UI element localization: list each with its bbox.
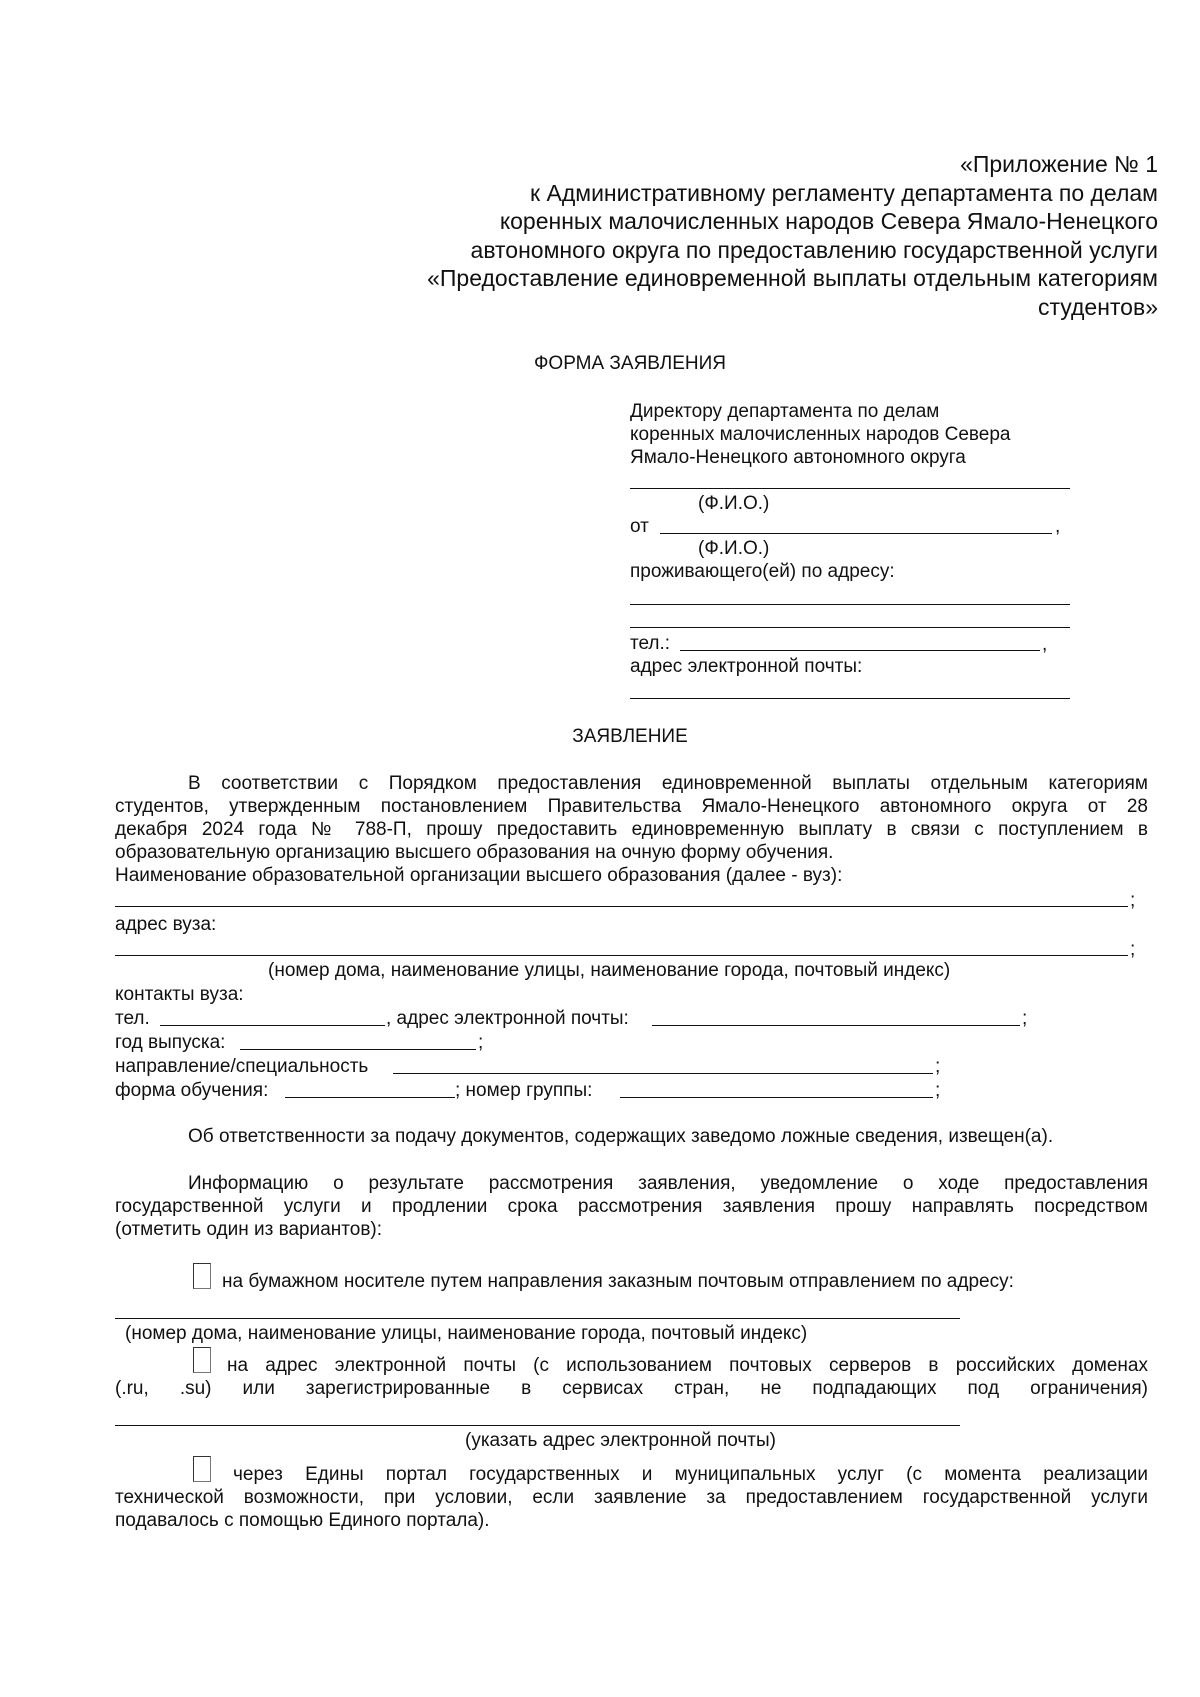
- addressee-line: Ямало-Ненецкого автономного округа: [630, 447, 966, 468]
- option-email-address-field[interactable]: [115, 1425, 960, 1426]
- residing-label: проживающего(ей) по адресу:: [630, 561, 895, 582]
- semicolon: ;: [1130, 890, 1136, 911]
- addressee-line: Директору департамента по делам: [630, 401, 940, 422]
- comma: ,: [1055, 516, 1061, 537]
- fio-hint: (Ф.И.О.): [698, 538, 770, 559]
- university-email-label: , адрес электронной почты:: [386, 1008, 629, 1029]
- paragraph-line: через Едины портал государственных и муниципальных услуг (с момента реализации: [233, 1464, 1148, 1485]
- paragraph-line: (отметить один из вариантов):: [115, 1219, 383, 1240]
- specialty-field[interactable]: [393, 1073, 933, 1074]
- paragraph-line: декабря 2024 года № 788-П, прошу предоставить единовременную выплату в связи с поступлением в: [115, 819, 1148, 840]
- group-label: ; номер группы:: [455, 1080, 593, 1101]
- paragraph-line: образовательную организацию высшего образования на очную форму обучения.: [115, 842, 834, 863]
- paragraph-line: подавалось с помощью Единого портала).: [115, 1510, 490, 1531]
- responsibility-note: Об ответственности за подачу документов, содержащих заведомо ложные сведения, извещен(а).: [188, 1126, 1054, 1147]
- notification-paragraph: [115, 1172, 1148, 1241]
- option-paper-label: на бумажном носителе путем направления заказным почтовым отправлением по адресу:: [222, 1271, 1014, 1292]
- phone-label: тел.:: [630, 633, 671, 654]
- semicolon: ;: [935, 1056, 941, 1077]
- director-fio-field[interactable]: [630, 488, 1070, 489]
- statement-title: ЗАЯВЛЕНИЕ: [572, 726, 688, 747]
- applicant-phone-field[interactable]: [680, 650, 1040, 651]
- appendix-header: [330, 150, 1158, 321]
- appendix-header-line: «Предоставление единовременной выплаты отдельным категориям: [427, 265, 1158, 291]
- appendix-header-line: «Приложение № 1: [960, 151, 1158, 177]
- university-address-label: адрес вуза:: [115, 914, 217, 935]
- option-paper-checkbox[interactable]: [193, 1263, 211, 1289]
- paragraph-line: (.ru, .su) или зарегистрированные в сервисах стран, не подпадающих под ограничения): [115, 1378, 1148, 1399]
- paragraph-line: Информацию о результате рассмотрения заявления, уведомление о ходе предоставления: [188, 1173, 1148, 1194]
- semicolon: ;: [1130, 939, 1136, 960]
- contacts-label: контакты вуза:: [115, 984, 244, 1005]
- form-title: ФОРМА ЗАЯВЛЕНИЯ: [533, 353, 727, 374]
- university-address-field[interactable]: [115, 955, 1128, 956]
- specialty-label: направление/специальность: [115, 1056, 369, 1077]
- university-email-field[interactable]: [652, 1025, 1020, 1026]
- semicolon: ;: [1022, 1008, 1028, 1029]
- semicolon: ;: [935, 1080, 941, 1101]
- applicant-email-field[interactable]: [630, 698, 1070, 699]
- study-form-field[interactable]: [285, 1097, 455, 1098]
- applicant-address-field-1[interactable]: [630, 604, 1070, 605]
- paragraph-line: государственной услуги и продлении срока рассмотрения заявления прошу направлять посредством: [115, 1196, 1148, 1217]
- grad-year-field[interactable]: [240, 1049, 476, 1050]
- appendix-header-line: студентов»: [1037, 293, 1158, 320]
- paragraph-line: В соответствии с Порядком предоставления единовременной выплаты отдельным категориям: [188, 773, 1148, 794]
- appendix-header-line: автономного округа по предоставлению государственной услуги: [470, 236, 1158, 263]
- option-email-label: [115, 1354, 1148, 1400]
- request-paragraph: [115, 772, 1148, 887]
- appendix-header-line: к Административному регламенту департамента по делам: [530, 179, 1158, 206]
- university-name-label: Наименование образовательной организации высшего образования (далее - вуз):: [115, 865, 843, 886]
- address-hint: (номер дома, наименование улицы, наименование города, почтовый индекс): [125, 1323, 808, 1344]
- applicant-address-field-2[interactable]: [630, 627, 1070, 628]
- fio-hint: (Ф.И.О.): [698, 493, 770, 514]
- paragraph-line: технической возможности, при условии, если заявление за предоставлением государственной услуги: [115, 1487, 1148, 1508]
- tel-label: тел.: [115, 1008, 150, 1029]
- appendix-header-line: коренных малочисленных народов Севера Ямало-Ненецкого: [499, 208, 1158, 234]
- semicolon: ;: [478, 1032, 484, 1053]
- comma: ,: [1042, 634, 1048, 655]
- group-number-field[interactable]: [620, 1097, 933, 1098]
- from-label: от: [630, 516, 649, 537]
- address-hint: (номер дома, наименование улицы, наименование города, почтовый индекс): [268, 960, 951, 981]
- applicant-fio-field[interactable]: [660, 533, 1052, 534]
- paragraph-line: студентов, утвержденным постановлением Правительства Ямало-Ненецкого автономного округа от 28: [115, 796, 1148, 817]
- university-name-field[interactable]: [115, 906, 1128, 907]
- email-hint: (указать адрес электронной почты): [465, 1430, 776, 1451]
- study-form-label: форма обучения:: [115, 1080, 269, 1101]
- option-portal-label: [115, 1463, 1148, 1532]
- option-paper-address-field[interactable]: [115, 1318, 960, 1319]
- email-label: адрес электронной почты:: [630, 656, 863, 677]
- university-phone-field[interactable]: [160, 1025, 385, 1026]
- addressee-block: [630, 400, 1080, 469]
- addressee-line: коренных малочисленных народов Севера: [630, 424, 1011, 445]
- grad-year-label: год выпуска:: [115, 1032, 226, 1053]
- paragraph-line: на адрес электронной почты (с использованием почтовых серверов в российских доменах: [227, 1355, 1148, 1376]
